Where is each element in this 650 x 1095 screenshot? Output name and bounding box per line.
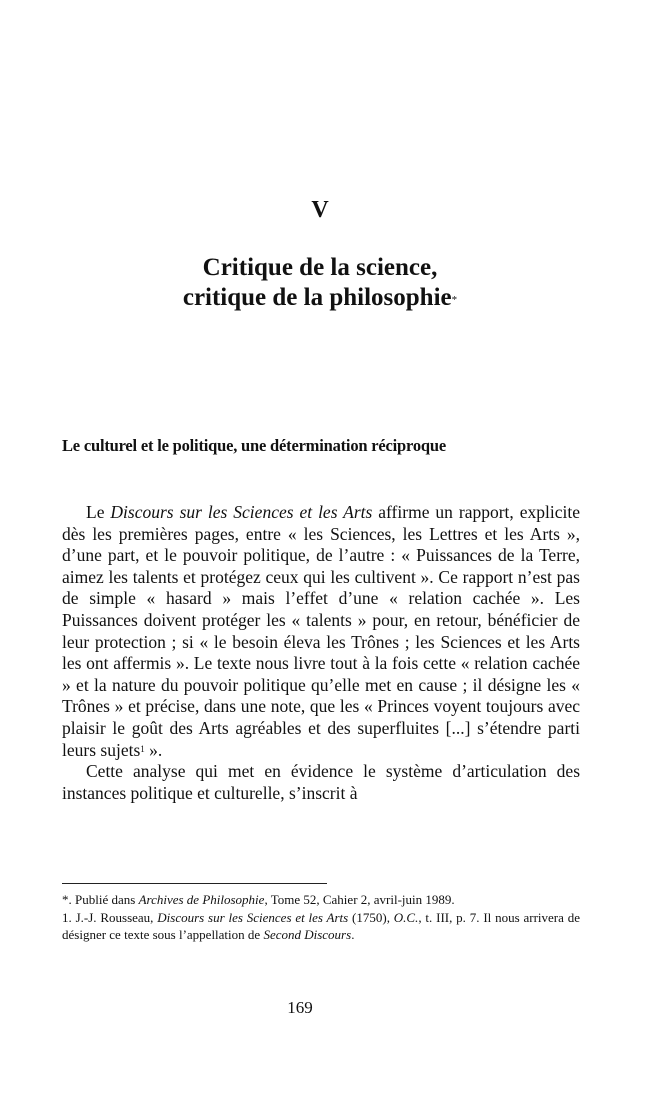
footnote-separator (62, 883, 327, 884)
p1-text-start: Le (86, 502, 111, 522)
footnote-1-number: 1. (62, 909, 72, 925)
footnote-1-oc: O.C. (393, 909, 419, 925)
footnotes (62, 891, 580, 944)
chapter-title-footnote-mark: * (451, 294, 458, 306)
chapter-number: V (311, 197, 329, 223)
body-text (62, 502, 580, 804)
footnote-1-second-discours: Second Discours (263, 927, 352, 943)
footnote-1 (62, 909, 580, 944)
footnote-1-text-2: (1750), (348, 909, 394, 925)
footnote-star-text-2: , Tome 52, Cahier 2, avril-juin 1989. (264, 892, 455, 907)
footnote-ref-1: 1 (140, 743, 145, 754)
footnote-1-work-title: Discours sur les Sciences et les Arts (157, 909, 349, 925)
section-heading: Le culturel et le politique, une détermination réciproque (62, 436, 446, 455)
page-number: 169 (287, 998, 313, 1017)
footnote-star-journal: Archives de Philosophie (138, 892, 265, 907)
chapter-title-line-2 (0, 283, 640, 313)
p1-text-main: affirme un rapport, explicite dès les premières pages, entre « les Sciences, les Lettres et les Arts », d’une part, et le pouvoir politique, de l’autre : « Puissances de la Terre, aimez les talents et protégez ceux qui les cultivent ». Ce rapport n’est pas de simple « hasard » mais l’effet d’une « relation cachée ». Les Puissances doivent protéger les « talents » pour, en retour, bénéficier de leur protection ; si « le besoin éleva les Trônes ; les Sciences et les Arts les ont affermis ». Le texte nous livre tout à la fois cette « relation cachée » et la nature du pouvoir politique qu’elle met en cause ; il désigne les « Trônes » et précise, dans une note, que les « Princes voyent toujours avec plaisir le goût des Arts agréables et des superfluites [...] s’étendre parti leurs sujets (62, 502, 580, 760)
footnote-1-text-3: , t. III, p. 7. Il nous arrivera de désigner ce texte sous l’appellation de (62, 909, 580, 943)
footnote-1-text-1: J.-J. Rousseau, (71, 909, 158, 925)
chapter-title (0, 253, 640, 313)
footnote-1-text-4: . (351, 927, 355, 943)
p1-text-end: ». (144, 739, 163, 760)
paragraph-1 (62, 502, 580, 761)
footnote-star (62, 891, 580, 909)
footnote-star-text-1: . Publié dans (68, 892, 139, 907)
p1-work-title: Discours sur les Sciences et les Arts (110, 502, 373, 522)
footnote-star-mark: * (62, 892, 69, 907)
paragraph-2: Cette analyse qui met en évidence le système d’articulation des instances politique et culturelle, s’inscrit à (62, 761, 580, 803)
chapter-title-line-1: Critique de la science, (202, 254, 438, 281)
chapter-title-line-2-text: critique de la philosophie (182, 284, 452, 311)
